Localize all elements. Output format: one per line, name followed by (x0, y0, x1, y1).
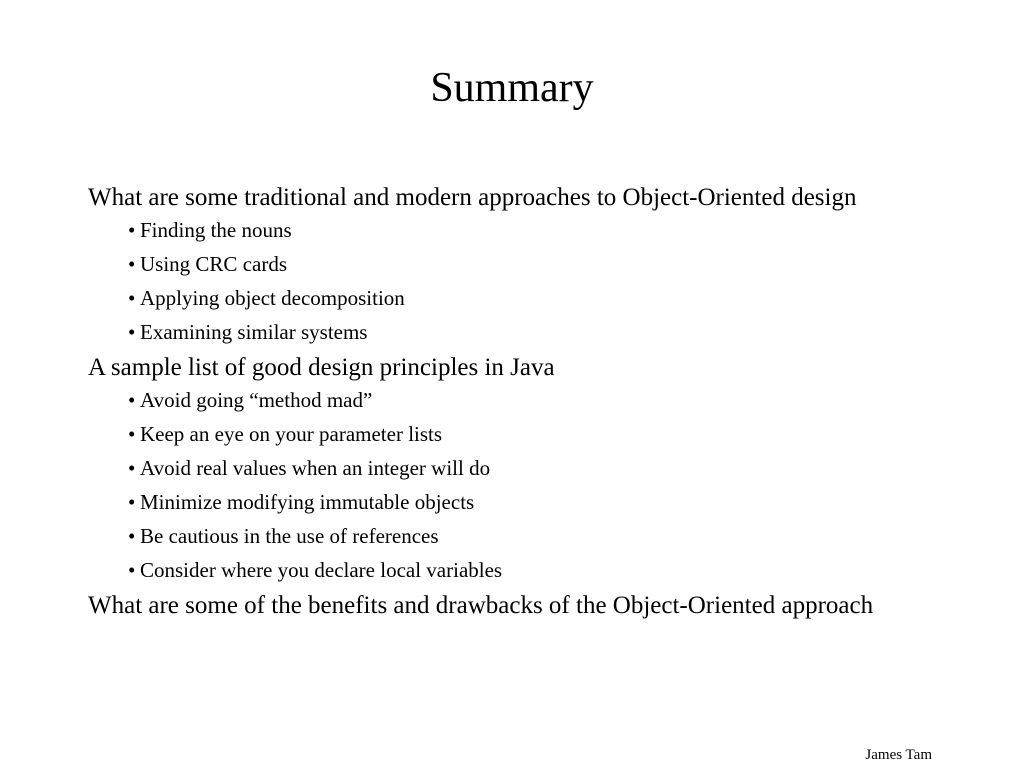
slide-body-list (88, 183, 908, 627)
bullet-item (88, 421, 908, 447)
bullet-item (88, 319, 908, 345)
footer-author: James Tam (865, 747, 932, 763)
bullet-icon: • (128, 456, 136, 480)
bullet-text: Finding the nouns (140, 218, 292, 242)
section-item (88, 353, 908, 583)
bullet-icon: • (128, 252, 136, 276)
bullet-item (88, 217, 908, 243)
sub-bullet-list (88, 217, 908, 345)
section-text: What are some traditional and modern approaches to Object-Oriented design (88, 184, 857, 211)
bullet-item (88, 387, 908, 413)
slide-title: Summary (430, 65, 594, 111)
bullet-item (88, 489, 908, 515)
bullet-text: Be cautious in the use of references (140, 524, 439, 548)
bullet-icon: • (128, 388, 136, 412)
bullet-icon: • (128, 320, 136, 344)
bullet-item (88, 285, 908, 311)
bullet-icon: • (128, 524, 136, 548)
bullet-item (88, 523, 908, 549)
sub-bullet-list (88, 387, 908, 583)
bullet-text: Examining similar systems (140, 320, 368, 344)
bullet-item (88, 455, 908, 481)
bullet-icon: • (128, 422, 136, 446)
bullet-icon: • (128, 286, 136, 310)
section-text: A sample list of good design principles in Java (88, 354, 555, 381)
bullet-text: Avoid going “method mad” (140, 388, 373, 412)
bullet-text: Applying object decomposition (140, 286, 405, 310)
bullet-icon: • (128, 558, 136, 582)
bullet-icon: • (128, 218, 136, 242)
bullet-text: Keep an eye on your parameter lists (140, 422, 443, 446)
bullet-text: Avoid real values when an integer will do (140, 456, 491, 480)
bullet-text: Minimize modifying immutable objects (140, 490, 475, 514)
bullet-item (88, 251, 908, 277)
bullet-item (88, 557, 908, 583)
bullet-text: Consider where you declare local variables (140, 558, 503, 582)
section-text: What are some of the benefits and drawbacks of the Object-Oriented approach (88, 592, 874, 619)
section-item (88, 183, 908, 345)
section-item (88, 591, 908, 621)
bullet-text: Using CRC cards (140, 252, 287, 276)
bullet-icon: • (128, 490, 136, 514)
